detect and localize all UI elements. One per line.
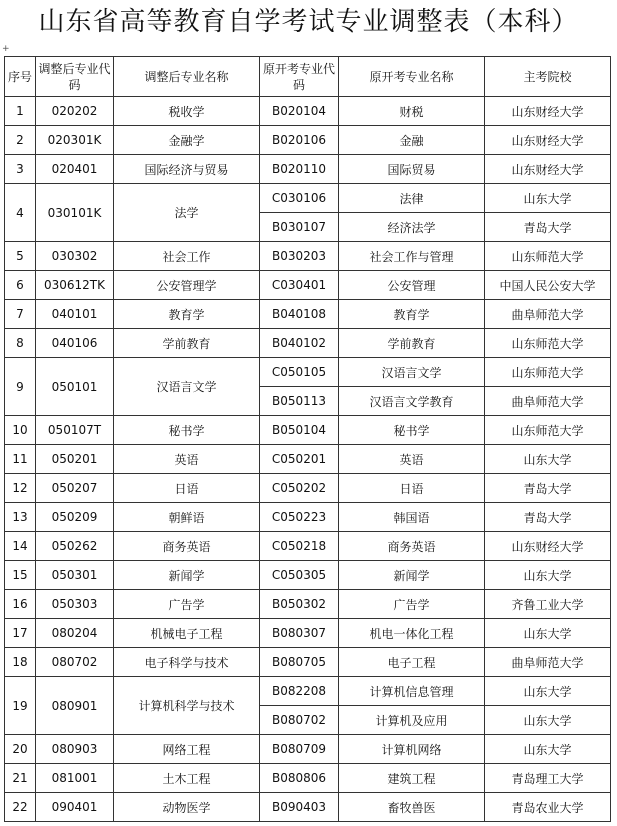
new-major-name: 法学 (114, 184, 260, 242)
old-major-code: B080709 (260, 735, 339, 764)
row-number: 8 (5, 329, 36, 358)
new-major-code: 020301K (36, 126, 114, 155)
new-major-name: 国际经济与贸易 (114, 155, 260, 184)
table-row (5, 793, 611, 822)
row-number: 22 (5, 793, 36, 822)
old-major-name: 机电一体化工程 (339, 619, 485, 648)
examining-school: 曲阜师范大学 (485, 387, 611, 416)
old-major-code: C030401 (260, 271, 339, 300)
new-major-name: 学前教育 (114, 329, 260, 358)
row-number: 13 (5, 503, 36, 532)
examining-school: 山东财经大学 (485, 97, 611, 126)
old-major-code: C050201 (260, 445, 339, 474)
examining-school: 青岛理工大学 (485, 764, 611, 793)
old-major-name: 经济法学 (339, 213, 485, 242)
old-major-name: 汉语言文学 (339, 358, 485, 387)
new-major-name: 网络工程 (114, 735, 260, 764)
examining-school: 山东大学 (485, 706, 611, 735)
new-major-name: 社会工作 (114, 242, 260, 271)
new-major-name: 税收学 (114, 97, 260, 126)
old-major-code: B090403 (260, 793, 339, 822)
old-major-code: B080705 (260, 648, 339, 677)
old-major-name: 金融 (339, 126, 485, 155)
header-school: 主考院校 (485, 57, 611, 97)
header-no: 序号 (5, 57, 36, 97)
header-new-code: 调整后专业代码 (36, 57, 114, 97)
new-major-code: 040101 (36, 300, 114, 329)
old-major-code: B082208 (260, 677, 339, 706)
examining-school: 山东师范大学 (485, 242, 611, 271)
old-major-name: 教育学 (339, 300, 485, 329)
header-row (5, 57, 611, 97)
table-row (5, 242, 611, 271)
new-major-code: 080204 (36, 619, 114, 648)
row-number: 1 (5, 97, 36, 126)
old-major-name: 广告学 (339, 590, 485, 619)
row-number: 21 (5, 764, 36, 793)
new-major-code: 030101K (36, 184, 114, 242)
old-major-code: B050113 (260, 387, 339, 416)
examining-school: 山东大学 (485, 677, 611, 706)
old-major-code: C030106 (260, 184, 339, 213)
table-row (5, 126, 611, 155)
old-major-code: B050302 (260, 590, 339, 619)
new-major-code: 050262 (36, 532, 114, 561)
old-major-code: B080307 (260, 619, 339, 648)
old-major-name: 公安管理 (339, 271, 485, 300)
examining-school: 青岛大学 (485, 213, 611, 242)
examining-school: 山东大学 (485, 184, 611, 213)
new-major-name: 新闻学 (114, 561, 260, 590)
examining-school: 山东师范大学 (485, 329, 611, 358)
new-major-name: 金融学 (114, 126, 260, 155)
examining-school: 山东师范大学 (485, 358, 611, 387)
old-major-name: 畜牧兽医 (339, 793, 485, 822)
row-number: 11 (5, 445, 36, 474)
table-row (5, 532, 611, 561)
row-number: 9 (5, 358, 36, 416)
old-major-code: B040108 (260, 300, 339, 329)
row-number: 5 (5, 242, 36, 271)
examining-school: 山东财经大学 (485, 126, 611, 155)
table-row (5, 445, 611, 474)
examining-school: 齐鲁工业大学 (485, 590, 611, 619)
new-major-name: 朝鲜语 (114, 503, 260, 532)
old-major-name: 英语 (339, 445, 485, 474)
table-row (5, 271, 611, 300)
row-number: 17 (5, 619, 36, 648)
old-major-code: B020106 (260, 126, 339, 155)
examining-school: 山东大学 (485, 561, 611, 590)
new-major-name: 土木工程 (114, 764, 260, 793)
table-row (5, 474, 611, 503)
table-row (5, 735, 611, 764)
table-row (5, 764, 611, 793)
old-major-code: B080806 (260, 764, 339, 793)
old-major-code: B030107 (260, 213, 339, 242)
old-major-name: 商务英语 (339, 532, 485, 561)
examining-school: 曲阜师范大学 (485, 648, 611, 677)
row-number: 4 (5, 184, 36, 242)
new-major-name: 汉语言文学 (114, 358, 260, 416)
table-move-handle[interactable]: + (2, 44, 10, 54)
old-major-code: B080702 (260, 706, 339, 735)
header-new-name: 调整后专业名称 (114, 57, 260, 97)
new-major-code: 020401 (36, 155, 114, 184)
row-number: 6 (5, 271, 36, 300)
new-major-code: 080702 (36, 648, 114, 677)
new-major-name: 英语 (114, 445, 260, 474)
new-major-code: 020202 (36, 97, 114, 126)
new-major-name: 秘书学 (114, 416, 260, 445)
new-major-name: 机械电子工程 (114, 619, 260, 648)
examining-school: 曲阜师范大学 (485, 300, 611, 329)
examining-school: 山东财经大学 (485, 155, 611, 184)
table-row (5, 416, 611, 445)
page-title: 山东省高等教育自学考试专业调整表（本科） (38, 7, 579, 37)
row-number: 15 (5, 561, 36, 590)
new-major-code: 050201 (36, 445, 114, 474)
row-number: 14 (5, 532, 36, 561)
old-major-name: 计算机网络 (339, 735, 485, 764)
row-number: 2 (5, 126, 36, 155)
table-row (5, 97, 611, 126)
old-major-code: C050305 (260, 561, 339, 590)
new-major-code: 030302 (36, 242, 114, 271)
new-major-name: 公安管理学 (114, 271, 260, 300)
new-major-code: 050303 (36, 590, 114, 619)
old-major-name: 日语 (339, 474, 485, 503)
new-major-name: 日语 (114, 474, 260, 503)
table-row (5, 619, 611, 648)
table-row (5, 155, 611, 184)
old-major-code: B050104 (260, 416, 339, 445)
table-row (5, 184, 611, 213)
table-row (5, 677, 611, 706)
old-major-code: C050218 (260, 532, 339, 561)
row-number: 16 (5, 590, 36, 619)
old-major-name: 新闻学 (339, 561, 485, 590)
new-major-code: 050301 (36, 561, 114, 590)
old-major-name: 计算机信息管理 (339, 677, 485, 706)
old-major-name: 建筑工程 (339, 764, 485, 793)
header-old-code: 原开考专业代码 (260, 57, 339, 97)
new-major-code: 080903 (36, 735, 114, 764)
table-row (5, 503, 611, 532)
new-major-code: 030612TK (36, 271, 114, 300)
new-major-code: 050209 (36, 503, 114, 532)
old-major-code: B020104 (260, 97, 339, 126)
examining-school: 山东大学 (485, 735, 611, 764)
table-row (5, 300, 611, 329)
row-number: 19 (5, 677, 36, 735)
new-major-name: 电子科学与技术 (114, 648, 260, 677)
old-major-name: 学前教育 (339, 329, 485, 358)
new-major-code: 040106 (36, 329, 114, 358)
new-major-code: 050107T (36, 416, 114, 445)
new-major-name: 教育学 (114, 300, 260, 329)
old-major-name: 电子工程 (339, 648, 485, 677)
old-major-code: C050223 (260, 503, 339, 532)
old-major-code: C050105 (260, 358, 339, 387)
old-major-name: 秘书学 (339, 416, 485, 445)
old-major-name: 韩国语 (339, 503, 485, 532)
examining-school: 青岛大学 (485, 474, 611, 503)
new-major-code: 050207 (36, 474, 114, 503)
old-major-code: B030203 (260, 242, 339, 271)
new-major-name: 动物医学 (114, 793, 260, 822)
examining-school: 中国人民公安大学 (485, 271, 611, 300)
row-number: 7 (5, 300, 36, 329)
major-adjustment-table (4, 56, 611, 822)
new-major-code: 081001 (36, 764, 114, 793)
examining-school: 青岛农业大学 (485, 793, 611, 822)
old-major-name: 财税 (339, 97, 485, 126)
header-old-name: 原开考专业名称 (339, 57, 485, 97)
old-major-code: B020110 (260, 155, 339, 184)
old-major-name: 汉语言文学教育 (339, 387, 485, 416)
examining-school: 山东财经大学 (485, 532, 611, 561)
row-number: 10 (5, 416, 36, 445)
old-major-code: C050202 (260, 474, 339, 503)
row-number: 12 (5, 474, 36, 503)
row-number: 18 (5, 648, 36, 677)
new-major-name: 计算机科学与技术 (114, 677, 260, 735)
table-row (5, 561, 611, 590)
table-row (5, 590, 611, 619)
examining-school: 山东师范大学 (485, 416, 611, 445)
old-major-name: 计算机及应用 (339, 706, 485, 735)
table-row (5, 648, 611, 677)
table-row (5, 329, 611, 358)
new-major-name: 广告学 (114, 590, 260, 619)
row-number: 3 (5, 155, 36, 184)
old-major-code: B040102 (260, 329, 339, 358)
new-major-code: 090401 (36, 793, 114, 822)
new-major-code: 050101 (36, 358, 114, 416)
table-body (5, 97, 611, 822)
row-number: 20 (5, 735, 36, 764)
old-major-name: 社会工作与管理 (339, 242, 485, 271)
new-major-name: 商务英语 (114, 532, 260, 561)
examining-school: 山东大学 (485, 445, 611, 474)
examining-school: 山东大学 (485, 619, 611, 648)
new-major-code: 080901 (36, 677, 114, 735)
examining-school: 青岛大学 (485, 503, 611, 532)
old-major-name: 国际贸易 (339, 155, 485, 184)
old-major-name: 法律 (339, 184, 485, 213)
table-row (5, 358, 611, 387)
